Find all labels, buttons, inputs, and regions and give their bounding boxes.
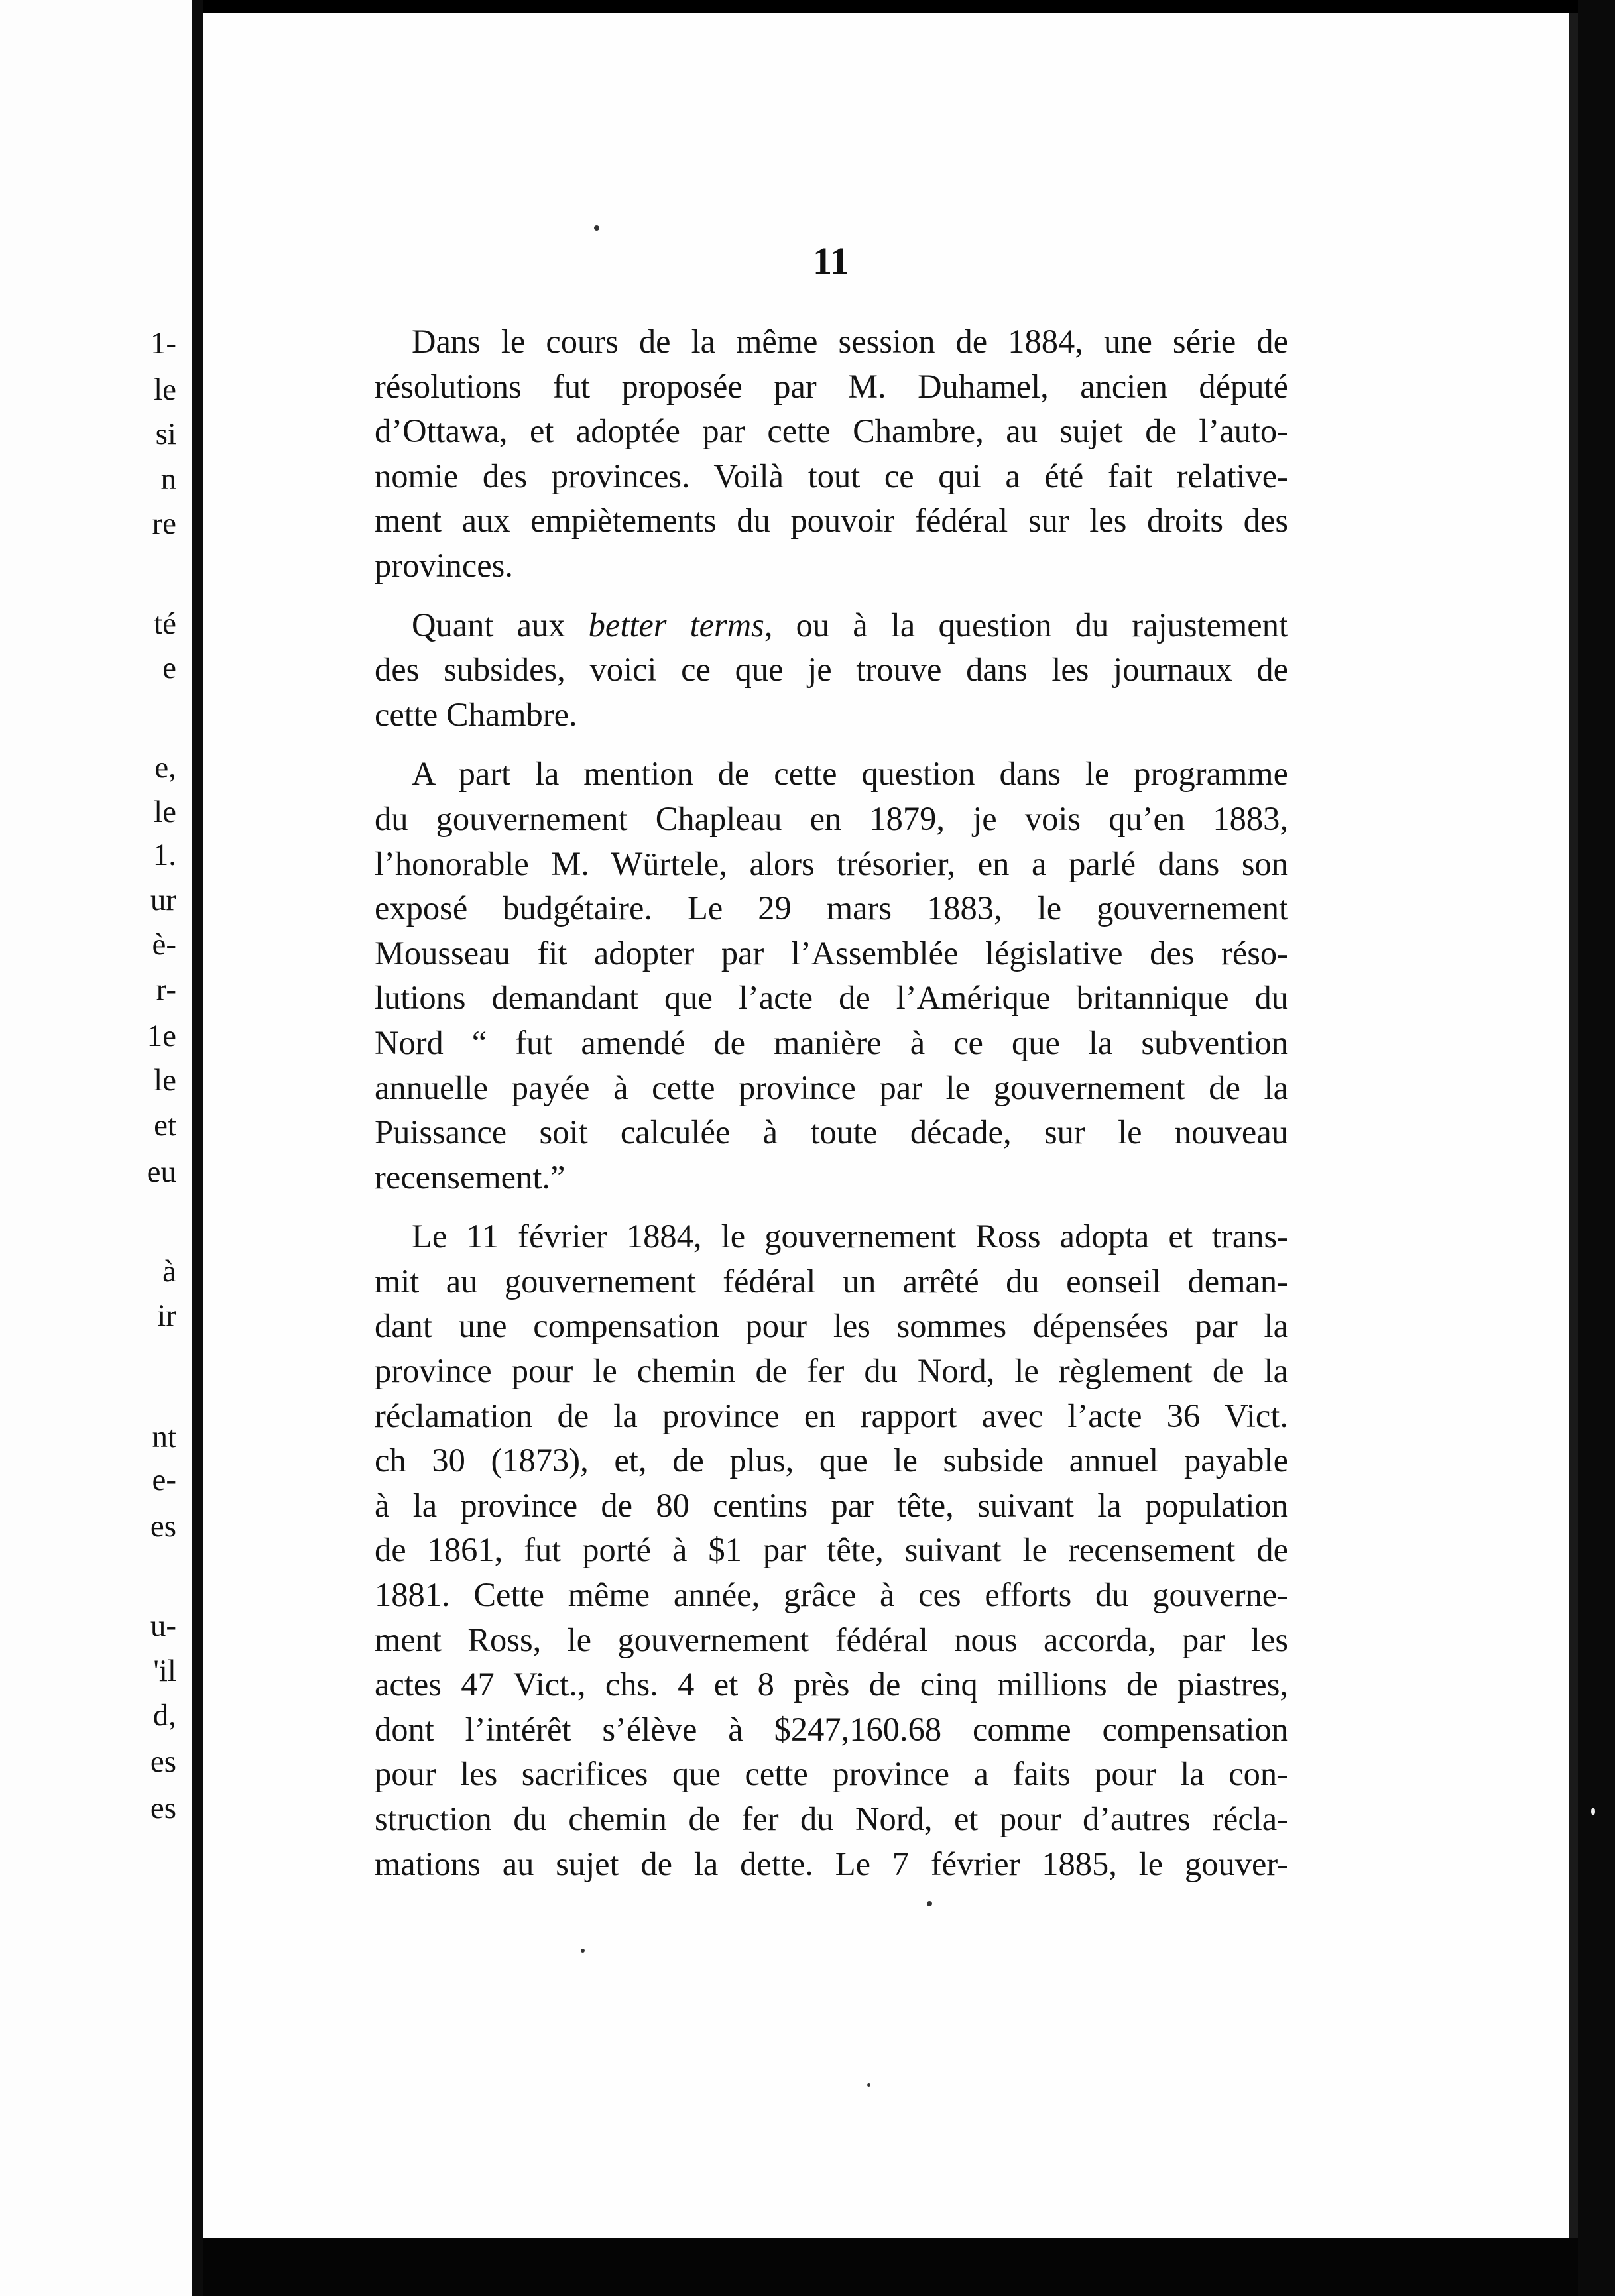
adjacent-page-fragment: et bbox=[154, 1108, 176, 1143]
adjacent-page-fragment: 'il bbox=[153, 1654, 176, 1688]
text-line bbox=[375, 603, 1288, 648]
text-line: Puissance soit calculée à toute décade, sur le nouveau bbox=[375, 1114, 1288, 1151]
adjacent-page-fragment: ir bbox=[157, 1298, 176, 1333]
page-number: 11 bbox=[813, 239, 849, 282]
adjacent-page-fragment: r- bbox=[156, 972, 176, 1007]
text-line: struction du chemin de fer du Nord, et pour d’autres récla- bbox=[375, 1800, 1288, 1837]
text-line: actes 47 Vict., chs. 4 et 8 près de cinq millions de piastres, bbox=[375, 1666, 1288, 1703]
text-line: l’honorable M. Würtele, alors trésorier, en a parlé dans son bbox=[375, 844, 1288, 882]
text-run: , ou à la question du rajustement bbox=[764, 606, 1288, 644]
text-line: mit au gouvernement fédéral un arrêté du eonseil deman- bbox=[375, 1262, 1288, 1300]
text-line: dont l’intérêt s’élève à $247,160.68 comme compensation bbox=[375, 1710, 1288, 1748]
adjacent-page-fragment: à bbox=[162, 1254, 176, 1289]
italic-term: better terms bbox=[588, 606, 764, 644]
adjacent-page-fragment: re bbox=[152, 506, 176, 541]
text-line: Nord “ fut amendé de manière à ce que la subvention bbox=[375, 1023, 1288, 1061]
adjacent-page-fragment: 1- bbox=[150, 326, 176, 361]
text-line: résolutions fut proposée par M. Duhamel, ancien député bbox=[375, 367, 1288, 405]
text-line: ment Ross, le gouvernement fédéral nous accorda, par les bbox=[375, 1621, 1288, 1658]
text-line: dant une compensation pour les sommes dépensées par la bbox=[375, 1307, 1288, 1345]
adjacent-page-fragment: nt bbox=[152, 1420, 176, 1454]
text-line: pour les sacrifices que cette province a faits pour la con- bbox=[375, 1755, 1288, 1793]
text-line: à la province de 80 centins par tête, suivant la population bbox=[375, 1486, 1288, 1524]
text-line: recensement.” bbox=[375, 1158, 566, 1196]
scan-speck bbox=[867, 2083, 870, 2087]
text-line: du gouvernement Chapleau en 1879, je vois qu’en 1883, bbox=[375, 799, 1288, 837]
adjacent-page-fragment: u- bbox=[150, 1609, 176, 1643]
paragraph-2 bbox=[375, 603, 1288, 738]
text-line: provinces. bbox=[375, 546, 513, 584]
text-line: cette Chambre. bbox=[375, 695, 577, 733]
scan-speck bbox=[927, 1901, 932, 1906]
text-line: des subsides, voici ce que je trouve dans les journaux de bbox=[375, 651, 1288, 689]
paragraph-1 bbox=[375, 319, 1288, 589]
text-line: exposé budgétaire. Le 29 mars 1883, le gouvernement bbox=[375, 890, 1288, 927]
text-line: Mousseau fit adopter par l’Assemblée législative des réso- bbox=[375, 934, 1288, 972]
adjacent-page-fragment: es bbox=[150, 1791, 176, 1825]
adjacent-page-fragment: e, bbox=[154, 750, 176, 785]
body-text bbox=[375, 319, 1288, 1901]
text-run: Quant aux bbox=[412, 606, 589, 644]
text-line: ch 30 (1873), et, de plus, que le subside annuel payable bbox=[375, 1442, 1288, 1479]
text-line: d’Ottawa, et adoptée par cette Chambre, au sujet de l’auto- bbox=[375, 412, 1288, 450]
adjacent-page-fragment: ur bbox=[150, 883, 176, 917]
adjacent-page-fragment: e- bbox=[152, 1463, 176, 1497]
adjacent-page-fragment: le bbox=[154, 1063, 176, 1098]
adjacent-page-fragment: e bbox=[162, 651, 176, 685]
paragraph-4 bbox=[375, 1214, 1288, 1886]
adjacent-page-strip bbox=[0, 0, 192, 2296]
adjacent-page-fragment: es bbox=[150, 1745, 176, 1779]
text-line: nomie des provinces. Voilà tout ce qui a été fait relative- bbox=[375, 457, 1288, 494]
page-right-edge bbox=[1569, 13, 1578, 2238]
adjacent-page-fragment: le bbox=[154, 373, 176, 407]
text-line: de 1861, fut porté à $1 par tête, suivant le recensement de bbox=[375, 1531, 1288, 1569]
text-line: 1881. Cette même année, grâce à ces efforts du gouverne- bbox=[375, 1576, 1288, 1614]
adjacent-page-fragment: si bbox=[155, 417, 176, 451]
adjacent-page-fragment: è- bbox=[152, 927, 176, 962]
text-line: Le 11 février 1884, le gouvernement Ross adopta et trans- bbox=[412, 1218, 1288, 1255]
text-line: A part la mention de cette question dans le programme bbox=[412, 755, 1288, 793]
adjacent-page-fragment: le bbox=[154, 795, 176, 829]
scan-speck bbox=[581, 1949, 585, 1953]
gutter-shadow bbox=[192, 0, 203, 2296]
text-line: ment aux empiètements du pouvoir fédéral sur les droits des bbox=[375, 502, 1288, 540]
text-line: lutions demandant que l’acte de l’Amérique britannique du bbox=[375, 979, 1288, 1017]
adjacent-page-fragment: es bbox=[150, 1509, 176, 1544]
adjacent-page-fragment: 1e bbox=[147, 1019, 176, 1053]
text-line: mations au sujet de la dette. Le 7 février 1885, le gouver- bbox=[375, 1845, 1288, 1882]
adjacent-page-fragment: 1. bbox=[152, 838, 176, 872]
adjacent-page-fragment: eu bbox=[147, 1155, 176, 1189]
adjacent-page-fragment: d, bbox=[152, 1698, 176, 1733]
scan-speck bbox=[594, 225, 599, 231]
text-line: province pour le chemin de fer du Nord, le règlement de la bbox=[375, 1352, 1288, 1390]
adjacent-page-fragment: té bbox=[154, 606, 176, 641]
text-line: annuelle payée à cette province par le gouvernement de la bbox=[375, 1068, 1288, 1106]
adjacent-page-fragment: n bbox=[160, 462, 176, 496]
scan-border-right bbox=[1578, 0, 1615, 2296]
paragraph-3 bbox=[375, 752, 1288, 1200]
text-line: Dans le cours de la même session de 1884, une série de bbox=[412, 323, 1288, 360]
text-line: réclamation de la province en rapport avec l’acte 36 Vict. bbox=[375, 1397, 1288, 1434]
scan-speck bbox=[1591, 1808, 1595, 1815]
scan-border-bottom bbox=[203, 2238, 1578, 2296]
